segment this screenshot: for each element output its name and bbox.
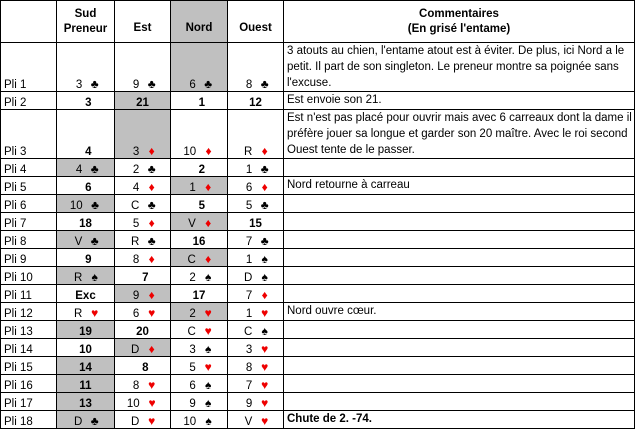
card-ouest [228,92,284,110]
suit-icon: ♠ [205,414,212,428]
card-rank: 21 [136,97,149,109]
card-ouest [228,393,284,411]
card-sud [57,339,115,357]
card-rank: 3 [245,344,253,356]
card-ouest [228,321,284,339]
card-ouest [228,249,284,267]
suit-icon: ♦ [205,216,212,230]
suit-icon: ♣ [147,198,156,212]
suit-icon: ♣ [90,77,99,91]
card-rank: 3 [85,97,92,109]
card-ouest [228,43,284,92]
card-rank: 8 [132,380,140,392]
card-nord [171,92,228,110]
card-nord [171,177,228,195]
card-rank: 5 [245,200,253,212]
trick-row [1,285,635,303]
card-rank: 14 [79,362,92,374]
card-nord [171,267,228,285]
card-rank: 4 [85,146,92,158]
suit-icon: ♦ [148,180,155,194]
suit-icon: ♠ [261,324,268,338]
suit-icon: ♠ [91,270,98,284]
trick-row [1,231,635,249]
card-est [115,321,171,339]
card-rank: R [130,236,140,248]
card-est [115,285,171,303]
trick-label: Pli 4 [1,159,57,177]
card-rank: C [243,326,253,338]
card-rank: 6 [189,380,196,392]
suit-icon: ♦ [148,342,155,356]
card-sud [57,267,115,285]
trick-label: Pli 13 [1,321,57,339]
card-sud [57,177,115,195]
card-rank: 7 [245,380,253,392]
trick-row [1,375,635,393]
card-rank: 8 [132,254,140,266]
header-sud [57,1,115,43]
card-rank: 11 [79,380,92,392]
trick-label: Pli 3 [1,110,57,159]
card-rank: D [73,416,83,428]
suit-icon: ♣ [90,162,99,176]
card-ouest [228,177,284,195]
comment-cell [284,249,635,267]
card-est [115,177,171,195]
card-est [115,110,171,159]
card-nord [171,195,228,213]
trick-label: Pli 14 [1,339,57,357]
suit-icon: ♠ [205,342,212,356]
card-sud [57,375,115,393]
card-rank: 3 [132,146,140,158]
header-est: Est [115,1,171,43]
card-rank: 10 [79,344,92,356]
card-rank: 19 [79,326,92,338]
trick-row [1,267,635,285]
suit-icon: ♦ [205,252,212,266]
comment-cell [284,285,635,303]
trick-label: Pli 8 [1,231,57,249]
comment-cell: Est n'est pas placé pour ouvrir mais avec 6 carreaux dont la dame il préfère jouer sa longue et garder son 20 maître. Avec le roi second Ouest tente de le passer. [284,110,635,159]
suit-icon: ♥ [261,342,269,356]
card-ouest [228,303,284,321]
card-rank: 8 [142,362,149,374]
trick-row [1,110,635,159]
card-est [115,213,171,231]
card-rank: 1 [245,164,253,176]
suit-icon: ♥ [148,396,156,410]
card-sud [57,92,115,110]
trick-row [1,321,635,339]
card-sud [57,110,115,159]
trick-row [1,177,635,195]
trick-label: Pli 7 [1,213,57,231]
comment-cell [284,213,635,231]
suit-icon: ♥ [261,378,269,392]
suit-icon: ♣ [91,198,100,212]
suit-icon: ♥ [261,414,269,428]
suit-icon: ♥ [148,306,156,320]
card-rank: 5 [132,218,140,230]
card-est [115,339,171,357]
card-rank: 20 [136,326,149,338]
header-entame-note: (En grisé l'entame) [407,22,511,35]
card-sud [57,43,115,92]
card-rank: 1 [189,182,196,194]
card-rank: 6 [245,182,253,194]
card-ouest [228,339,284,357]
suit-icon: ♦ [205,180,212,194]
header-pli [1,1,57,43]
card-rank: D [243,272,253,284]
trick-label: Pli 17 [1,393,57,411]
suit-icon: ♥ [148,378,156,392]
card-rank: 10 [69,200,83,212]
card-rank: 2 [132,164,140,176]
card-sud [57,195,115,213]
card-rank: 1 [245,254,253,266]
tricks-body [1,43,635,429]
comment-cell: Nord retourne à carreau [284,177,635,195]
card-rank: 10 [183,416,197,428]
trick-row [1,213,635,231]
header-commentaires-title: Commentaires [419,7,499,20]
trick-label: Pli 1 [1,43,57,92]
card-rank: 13 [79,398,92,410]
card-nord [171,213,228,231]
trick-label: Pli 12 [1,303,57,321]
card-nord [171,110,228,159]
card-nord [171,249,228,267]
card-rank: 9 [132,290,140,302]
trick-label: Pli 16 [1,375,57,393]
trick-label: Pli 10 [1,267,57,285]
trick-row [1,249,635,267]
suit-icon: ♥ [204,360,212,374]
trick-row [1,43,635,92]
card-ouest [228,267,284,285]
card-rank: 3 [75,79,83,91]
trick-label: Pli 6 [1,195,57,213]
card-rank: Exc [75,290,96,302]
card-sud [57,303,115,321]
card-nord [171,231,228,249]
trick-row [1,393,635,411]
card-rank: 1 [245,308,253,320]
card-ouest [228,411,284,429]
trick-row [1,339,635,357]
card-nord [171,357,228,375]
card-rank: C [187,254,196,266]
card-rank: 3 [189,344,196,356]
suit-icon: ♣ [204,77,213,91]
suit-icon: ♦ [148,288,155,302]
header-nord: Nord [171,1,228,43]
suit-icon: ♠ [205,396,212,410]
trick-label: Pli 9 [1,249,57,267]
suit-icon: ♦ [261,144,268,158]
card-est [115,267,171,285]
comment-cell [284,321,635,339]
card-rank: 5 [198,200,205,212]
card-nord [171,43,228,92]
card-ouest [228,285,284,303]
card-nord [171,375,228,393]
suit-icon: ♠ [261,252,268,266]
card-rank: 15 [249,218,262,230]
suit-icon: ♣ [147,77,156,91]
header-ouest: Ouest [228,1,284,43]
card-rank: 7 [142,272,149,284]
card-rank: 6 [132,308,140,320]
card-est [115,393,171,411]
card-nord [171,411,228,429]
trick-label: Pli 2 [1,92,57,110]
card-rank: 9 [245,398,253,410]
card-est [115,357,171,375]
card-sud [57,285,115,303]
suit-icon: ♦ [261,288,268,302]
comment-cell: Nord ouvre cœur. [284,303,635,321]
card-ouest [228,110,284,159]
card-rank: 9 [189,398,196,410]
card-ouest [228,159,284,177]
card-est [115,92,171,110]
card-rank: 8 [245,362,253,374]
card-sud [57,357,115,375]
card-rank: V [188,218,196,230]
card-rank: 2 [189,272,196,284]
suit-icon: ♥ [204,324,212,338]
comment-cell [284,375,635,393]
card-rank: 1 [198,97,205,109]
suit-icon: ♥ [261,396,269,410]
card-ouest [228,231,284,249]
card-sud [57,411,115,429]
suit-icon: ♣ [90,234,99,248]
card-rank: D [130,344,140,356]
card-rank: 18 [79,218,92,230]
suit-icon: ♣ [90,414,99,428]
suit-icon: ♦ [148,252,155,266]
card-ouest [228,375,284,393]
card-rank: 4 [75,164,83,176]
suit-icon: ♦ [148,144,155,158]
header-preneur: Preneur [63,22,108,35]
trick-row [1,92,635,110]
header-sud-name: Sud [74,7,97,20]
suit-icon: ♥ [261,306,269,320]
card-rank: 6 [189,79,196,91]
card-rank: C [130,200,140,212]
suit-icon: ♣ [260,198,269,212]
comment-cell [284,267,635,285]
card-sud [57,321,115,339]
comment-cell [284,393,635,411]
card-rank: V [74,236,83,248]
card-rank: V [244,416,253,428]
suit-icon: ♣ [260,77,269,91]
card-rank: 9 [132,79,140,91]
trick-row [1,195,635,213]
comment-cell [284,195,635,213]
card-rank: R [243,146,253,158]
card-est [115,375,171,393]
card-est [115,195,171,213]
card-ouest [228,213,284,231]
card-rank: 2 [198,164,205,176]
card-rank: R [73,308,83,320]
card-rank: 9 [85,254,92,266]
card-est [115,231,171,249]
suit-icon: ♠ [205,378,212,392]
suit-icon: ♠ [261,270,268,284]
card-est [115,249,171,267]
card-nord [171,303,228,321]
card-est [115,159,171,177]
comment-cell: Est envoie son 21. [284,92,635,110]
card-ouest [228,195,284,213]
card-nord [171,339,228,357]
suit-icon: ♥ [204,306,212,320]
card-rank: 10 [183,146,197,158]
suit-icon: ♥ [91,306,99,320]
card-rank: R [73,272,83,284]
suit-icon: ♦ [205,144,212,158]
trick-row [1,303,635,321]
suit-icon: ♣ [260,162,269,176]
card-sud [57,393,115,411]
suit-icon: ♥ [148,414,156,428]
card-rank: 16 [192,236,206,248]
card-rank: 2 [189,308,196,320]
suit-icon: ♥ [261,360,269,374]
comment-cell [284,339,635,357]
card-sud [57,231,115,249]
card-rank: 6 [85,182,92,194]
card-rank: 12 [249,97,262,109]
card-sud [57,213,115,231]
card-rank: D [130,416,140,428]
trick-row [1,357,635,375]
card-rank: 10 [126,398,140,410]
trick-row [1,159,635,177]
card-sud [57,159,115,177]
card-nord [171,393,228,411]
suit-icon: ♣ [260,234,269,248]
card-rank: C [187,326,196,338]
card-rank: 7 [245,236,253,248]
card-sud [57,249,115,267]
card-nord [171,321,228,339]
card-est [115,43,171,92]
card-est [115,303,171,321]
card-nord [171,285,228,303]
trick-row [1,411,635,429]
suit-icon: ♣ [147,162,156,176]
card-rank: 5 [189,362,196,374]
card-nord [171,159,228,177]
suit-icon: ♦ [148,216,155,230]
trick-label: Pli 15 [1,357,57,375]
card-rank: 8 [245,79,253,91]
comment-cell [284,159,635,177]
trick-label: Pli 5 [1,177,57,195]
card-ouest [228,357,284,375]
comment-cell: 3 atouts au chien, l'entame atout est à éviter. De plus, ici Nord a le petit. Il part de son singleton. Le preneur montre sa poignée sans l'excuse. [284,43,635,92]
comment-cell [284,231,635,249]
card-rank: 17 [192,290,206,302]
suit-icon: ♦ [261,180,268,194]
suit-icon: ♣ [147,234,156,248]
trick-label: Pli 18 [1,411,57,429]
suit-icon: ♠ [205,270,212,284]
comment-cell: Chute de 2. -74. [284,411,635,429]
comment-cell [284,357,635,375]
trick-label: Pli 11 [1,285,57,303]
card-rank: 4 [132,182,140,194]
header-commentaires [284,1,635,43]
card-est [115,411,171,429]
card-rank: 7 [245,290,253,302]
